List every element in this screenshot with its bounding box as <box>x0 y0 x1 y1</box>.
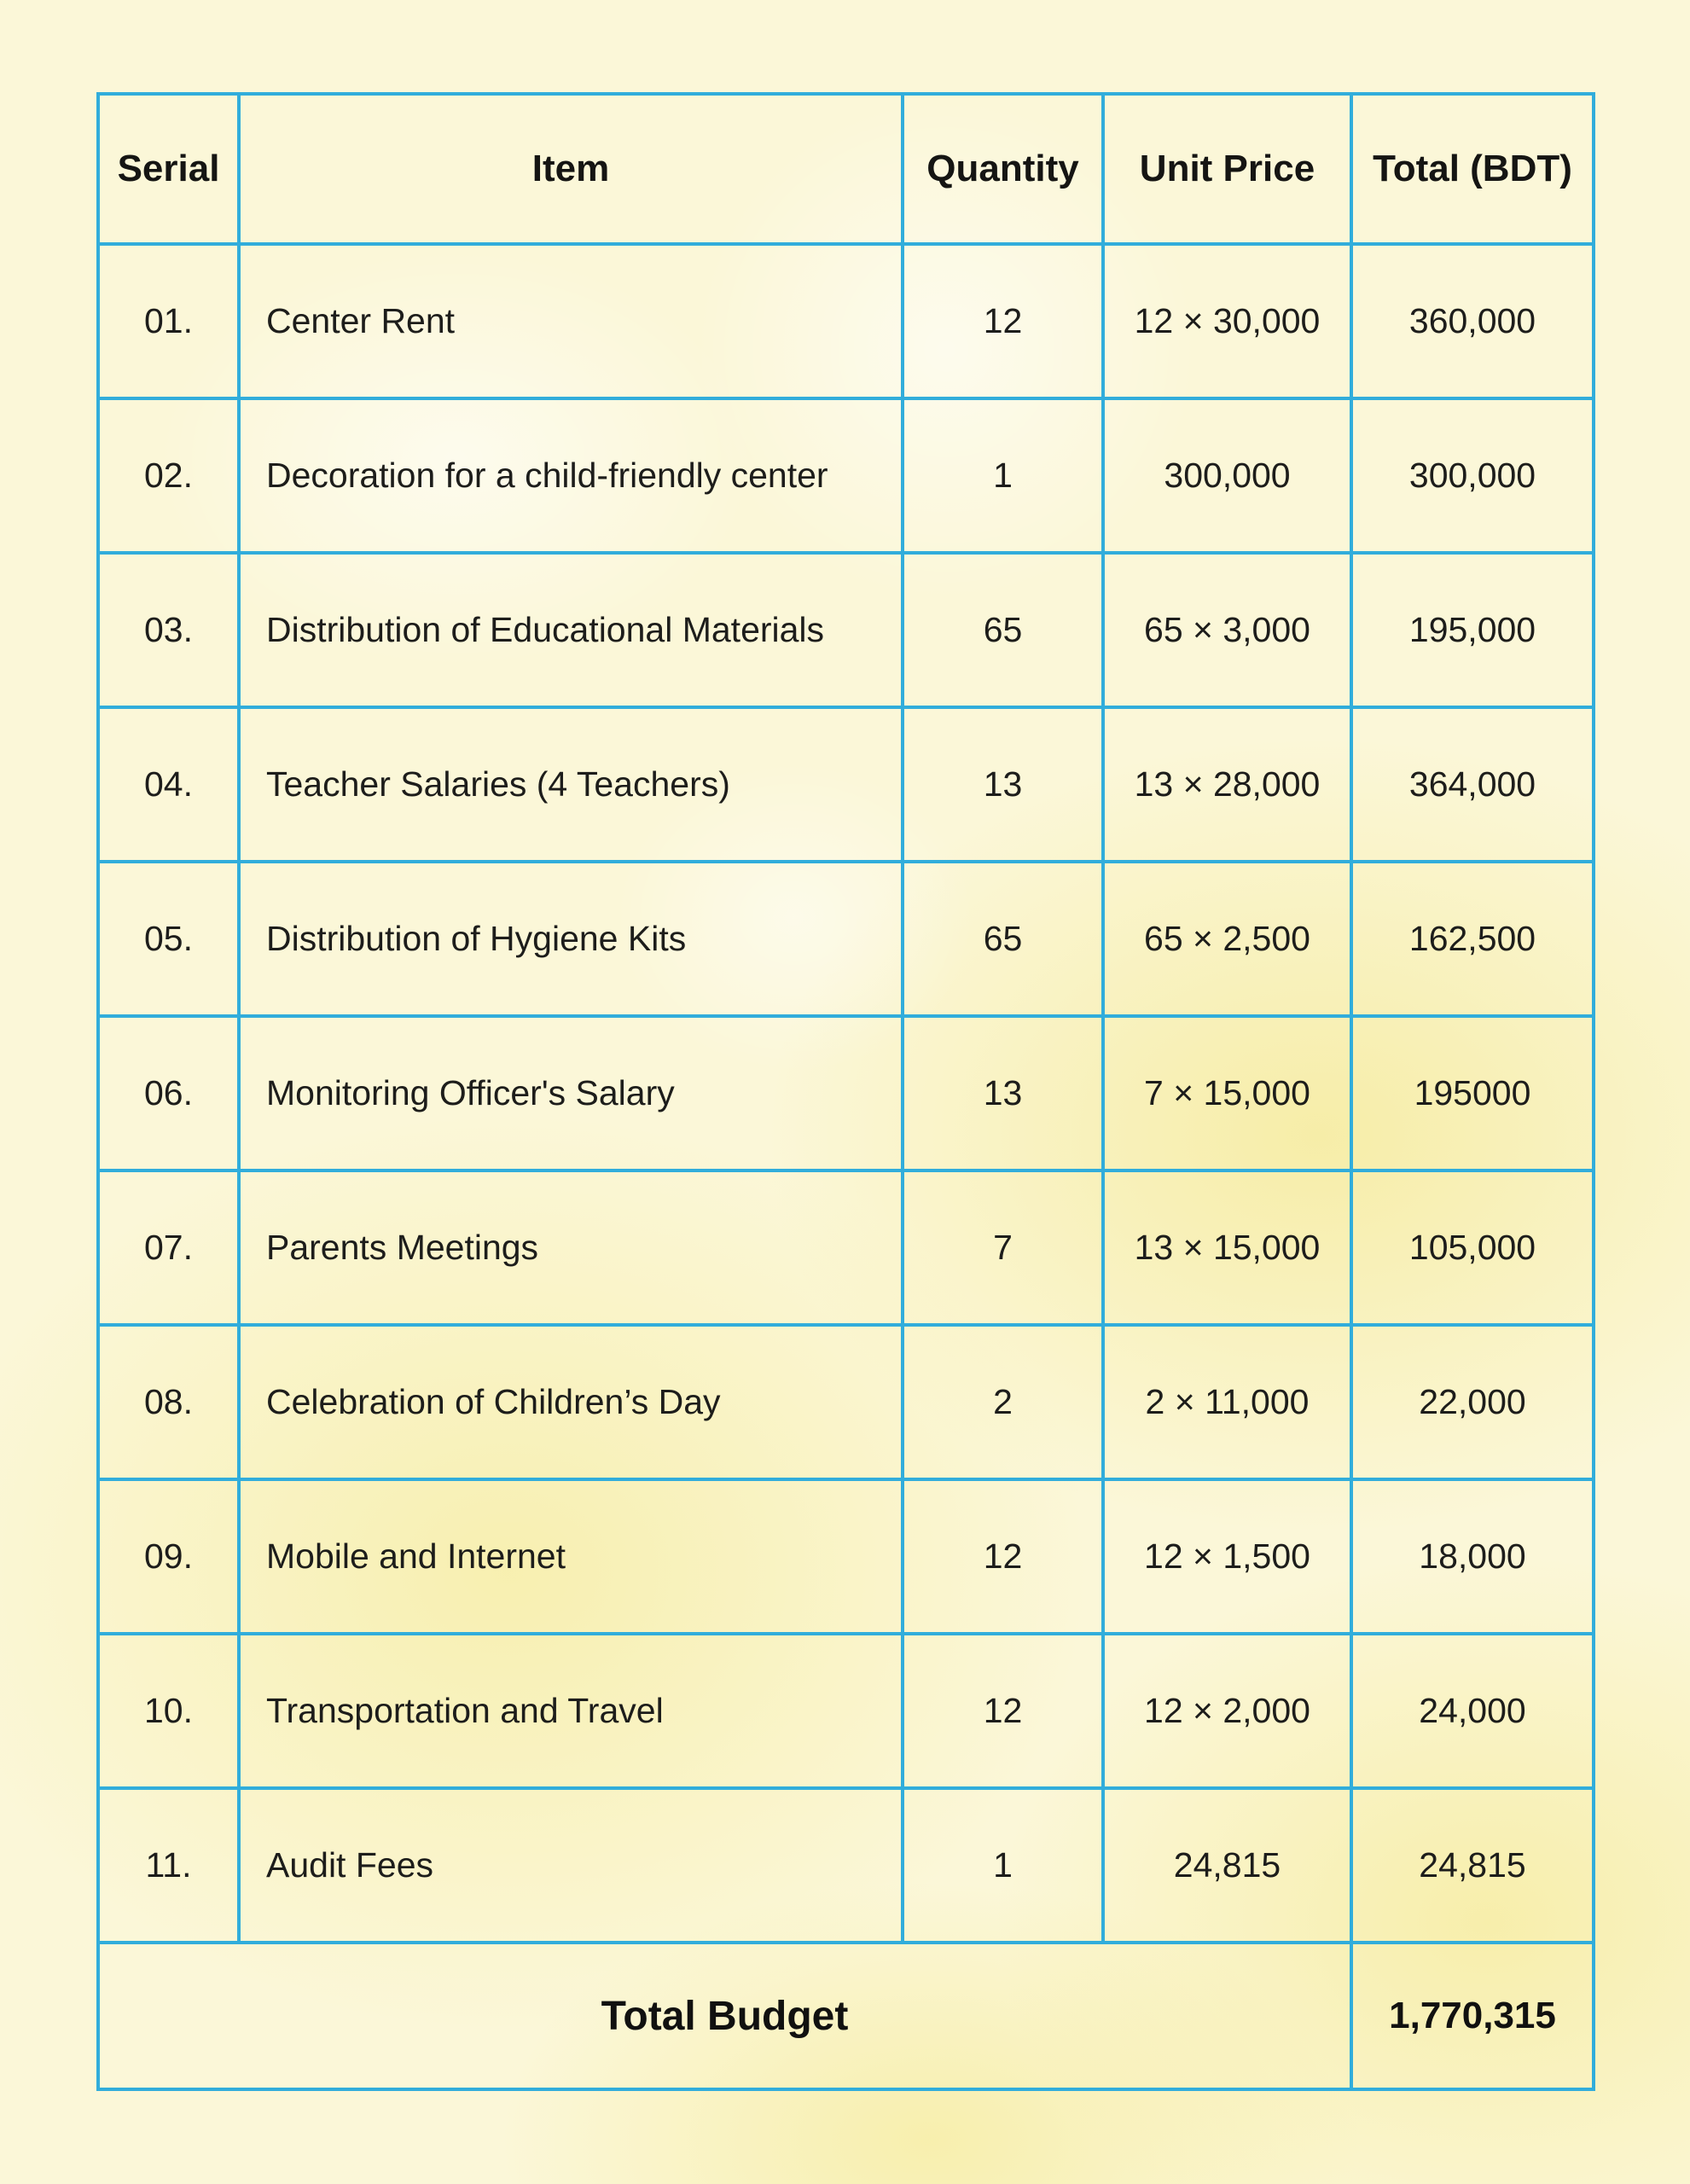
cell-unit-price: 65 × 2,500 <box>1103 862 1351 1016</box>
header-item: Item <box>239 94 903 244</box>
cell-unit-price: 12 × 30,000 <box>1103 244 1351 398</box>
header-unit-price: Unit Price <box>1103 94 1351 244</box>
table-row <box>98 1016 1594 1170</box>
cell-serial: 07. <box>98 1170 239 1325</box>
cell-total: 195,000 <box>1351 553 1594 707</box>
cell-item: Transportation and Travel <box>239 1634 903 1788</box>
table-row <box>98 1170 1594 1325</box>
cell-serial: 11. <box>98 1788 239 1943</box>
cell-unit-price: 13 × 28,000 <box>1103 707 1351 862</box>
cell-unit-price: 13 × 15,000 <box>1103 1170 1351 1325</box>
table-row <box>98 862 1594 1016</box>
table-header-row <box>98 94 1594 244</box>
cell-quantity: 12 <box>903 1479 1103 1634</box>
cell-quantity: 2 <box>903 1325 1103 1479</box>
cell-total: 24,000 <box>1351 1634 1594 1788</box>
cell-quantity: 12 <box>903 1634 1103 1788</box>
cell-quantity: 1 <box>903 1788 1103 1943</box>
cell-serial: 02. <box>98 398 239 553</box>
cell-quantity: 65 <box>903 862 1103 1016</box>
table-body <box>98 244 1594 1943</box>
table-row <box>98 1479 1594 1634</box>
cell-item: Celebration of Children’s Day <box>239 1325 903 1479</box>
cell-quantity: 13 <box>903 1016 1103 1170</box>
header-serial: Serial <box>98 94 239 244</box>
table-row <box>98 1634 1594 1788</box>
cell-serial: 06. <box>98 1016 239 1170</box>
budget-table <box>96 92 1595 2091</box>
cell-total: 22,000 <box>1351 1325 1594 1479</box>
table-row <box>98 553 1594 707</box>
table-row <box>98 398 1594 553</box>
cell-item: Distribution of Hygiene Kits <box>239 862 903 1016</box>
total-budget-value: 1,770,315 <box>1351 1943 1594 2089</box>
cell-total: 364,000 <box>1351 707 1594 862</box>
cell-quantity: 65 <box>903 553 1103 707</box>
cell-unit-price: 2 × 11,000 <box>1103 1325 1351 1479</box>
cell-quantity: 7 <box>903 1170 1103 1325</box>
cell-item: Audit Fees <box>239 1788 903 1943</box>
cell-serial: 08. <box>98 1325 239 1479</box>
cell-quantity: 12 <box>903 244 1103 398</box>
cell-total: 195000 <box>1351 1016 1594 1170</box>
cell-unit-price: 24,815 <box>1103 1788 1351 1943</box>
cell-unit-price: 65 × 3,000 <box>1103 553 1351 707</box>
cell-unit-price: 7 × 15,000 <box>1103 1016 1351 1170</box>
cell-item: Distribution of Educational Materials <box>239 553 903 707</box>
table-row <box>98 1325 1594 1479</box>
cell-item: Teacher Salaries (4 Teachers) <box>239 707 903 862</box>
cell-total: 162,500 <box>1351 862 1594 1016</box>
cell-item: Mobile and Internet <box>239 1479 903 1634</box>
cell-serial: 05. <box>98 862 239 1016</box>
table-row <box>98 707 1594 862</box>
cell-serial: 03. <box>98 553 239 707</box>
cell-total: 360,000 <box>1351 244 1594 398</box>
cell-total: 18,000 <box>1351 1479 1594 1634</box>
cell-serial: 09. <box>98 1479 239 1634</box>
cell-item: Decoration for a child-friendly center <box>239 398 903 553</box>
table-footer-row <box>98 1943 1594 2089</box>
cell-quantity: 13 <box>903 707 1103 862</box>
cell-total: 105,000 <box>1351 1170 1594 1325</box>
cell-item: Center Rent <box>239 244 903 398</box>
cell-quantity: 1 <box>903 398 1103 553</box>
header-quantity: Quantity <box>903 94 1103 244</box>
cell-serial: 04. <box>98 707 239 862</box>
cell-total: 24,815 <box>1351 1788 1594 1943</box>
cell-unit-price: 300,000 <box>1103 398 1351 553</box>
table-row <box>98 244 1594 398</box>
cell-unit-price: 12 × 1,500 <box>1103 1479 1351 1634</box>
table-row <box>98 1788 1594 1943</box>
total-budget-label: Total Budget <box>98 1943 1351 2089</box>
cell-item: Parents Meetings <box>239 1170 903 1325</box>
cell-serial: 10. <box>98 1634 239 1788</box>
cell-item: Monitoring Officer's Salary <box>239 1016 903 1170</box>
cell-unit-price: 12 × 2,000 <box>1103 1634 1351 1788</box>
cell-serial: 01. <box>98 244 239 398</box>
header-total: Total (BDT) <box>1351 94 1594 244</box>
cell-total: 300,000 <box>1351 398 1594 553</box>
